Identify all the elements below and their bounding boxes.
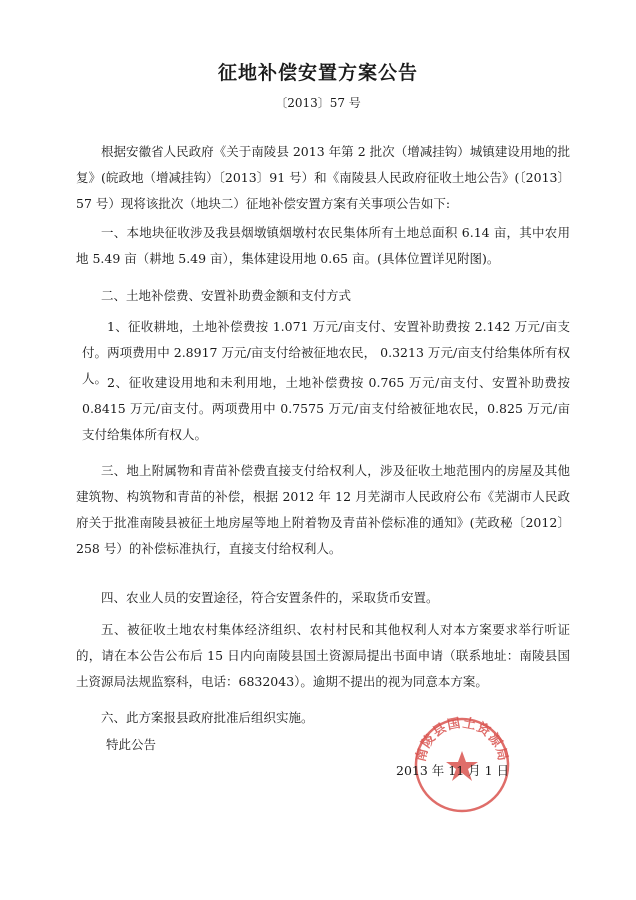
paragraph-construction-land-compensation: 2、征收建设用地和未利用地，土地补偿费按 0.765 万元/亩支付、安置补助费按 0.8415 万元/亩支付。两项费用中 0.7575 万元/亩支付给被征地农民，0.825 万元/亩支付给集体所有权人。 (82, 375, 570, 442)
paragraph-land-area: 一、本地块征收涉及我县烟墩镇烟墩村农民集体所有土地总面积 6.14 亩，其中农用地 5.49 亩（耕地 5.49 亩），集体建设用地 0.65 亩。(具体位置详见附图)。 (76, 225, 570, 266)
page-title: 征地补偿安置方案公告 (217, 62, 418, 84)
svg-text:南陵县国土资源局: 南陵县国土资源局 (413, 715, 511, 764)
paragraph-compensation-heading: 二、土地补偿费、安置补助费金额和支付方式 (101, 288, 352, 303)
paragraph-resettlement: 四、农业人员的安置途径，符合安置条件的，采取货币安置。 (101, 590, 439, 605)
paragraph-hearing: 五、被征收土地农村集体经济组织、农村村民和其他权利人对本方案要求举行听证的，请在本公告公布后 15 日内向南陵县国土资源局提出书面申请（联系地址：南陵县国土资源局法规监察科，电话：6832043）。逾期不提出的视为同意本方案。 (76, 622, 570, 689)
paragraph-intro: 根据安徽省人民政府《关于南陵县 2013 年第 2 批次（增减挂钩）城镇建设用地的批复》(皖政地（增减挂钩）〔2013〕91 号）和《南陵县人民政府征收土地公告》(〔2013〕57 号）现将该批次（地块二）征地补偿安置方案有关事项公告如下: (76, 144, 570, 211)
document-number: 〔2013〕57 号 (275, 96, 361, 110)
paragraph-attachments-compensation: 三、地上附属物和青苗补偿费直接支付给权利人，涉及征收土地范围内的房屋及其他建筑物、构筑物和青苗的补偿，根据 2012 年 12 月芜湖市人民政府公布《芜湖市人民政府关于批准南陵县被征土地房屋等地上附着物及青苗补偿标准的通知》(芜政秘〔2012〕258 号）的补偿标准执行，直接支付给权利人。 (76, 463, 570, 556)
paragraph-farmland-compensation: 1、征收耕地，土地补偿费按 1.071 万元/亩支付、安置补助费按 2.142 万元/亩支付。两项费用中 2.8917 万元/亩支付给被征地农民， 0.3213 万元/亩支付给集体所有权人。 (82, 319, 570, 386)
sign-off: 特此公告 (106, 737, 157, 752)
publish-date: 2013 年 11 月 1 日 (396, 763, 510, 778)
paragraph-implementation: 六、此方案报县政府批准后组织实施。 (101, 710, 314, 725)
